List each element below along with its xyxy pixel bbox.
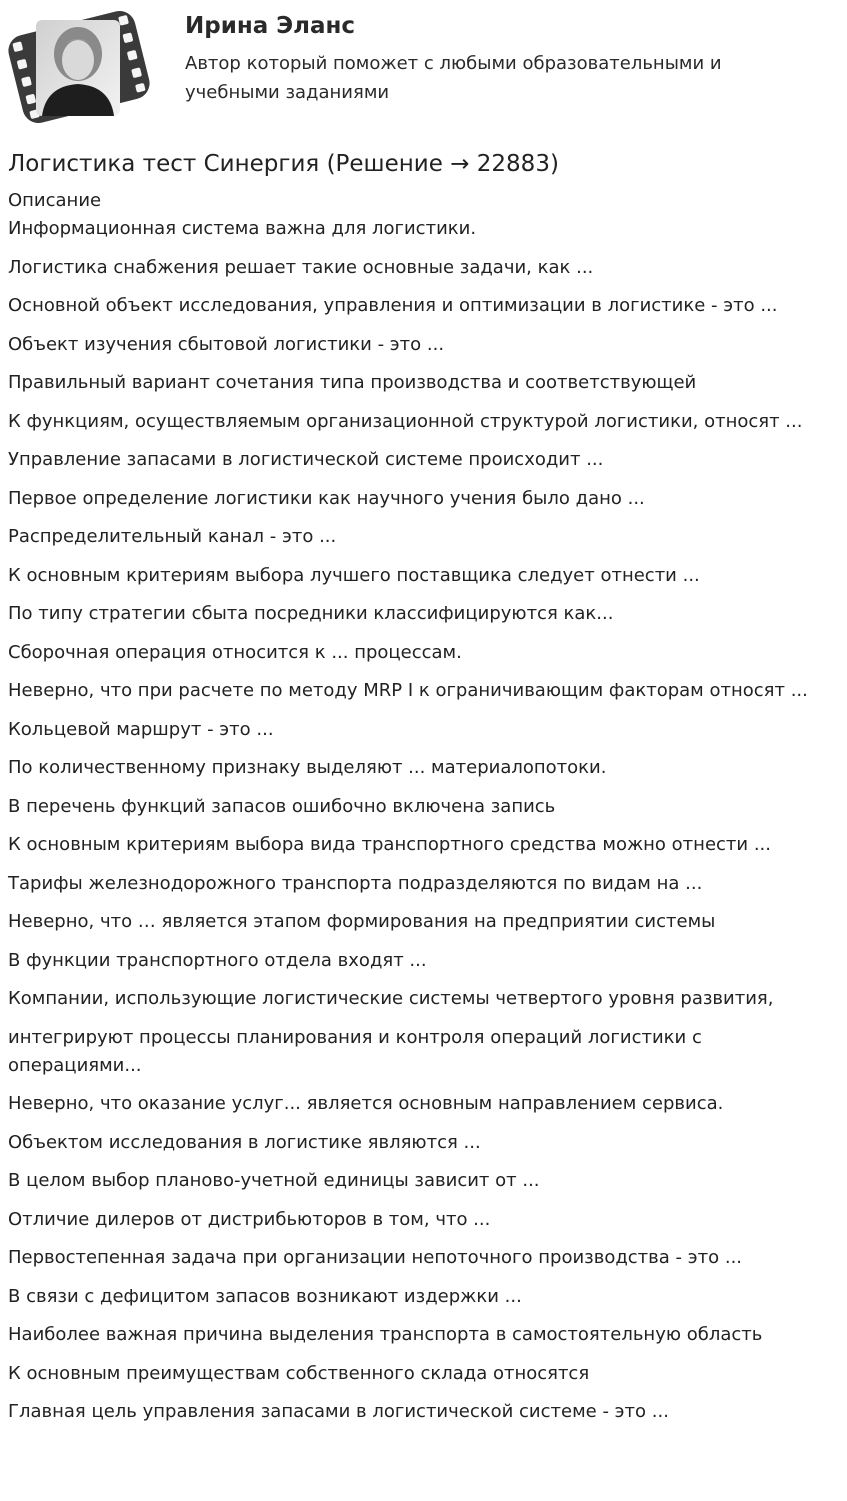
question-item: В целом выбор планово-учетной единицы зависит от ... (8, 1170, 540, 1191)
question-item: В перечень функций запасов ошибочно включена запись (8, 795, 556, 817)
question-item: К функциям, осуществляемым организационной структурой логистики, относят ... (8, 410, 803, 432)
question-list (8, 215, 838, 1437)
question-item: К основным преимуществам собственного склада относятся (8, 1362, 590, 1384)
question-item: В связи с дефицитом запасов возникают издержки ... (8, 1285, 522, 1307)
question-item: Неверно, что оказание услуг... является основным направлением сервиса. (8, 1093, 724, 1114)
question-item: Правильный вариант сочетания типа производства и соответствующей (8, 372, 697, 393)
question-item: Неверно, что … является этапом формирования на предприятии системы (8, 911, 716, 932)
question-item: Объект изучения сбытовой логистики - это ... (8, 333, 445, 355)
question-item: Первостепенная задача при организации непоточного производства - это ... (8, 1247, 743, 1268)
question-item: К основным критериям выбора лучшего поставщика следует отнести ... (8, 564, 700, 586)
question-item: Первое определение логистики как научного учения было дано ... (8, 487, 645, 509)
author-header (0, 0, 847, 140)
question-item: Информационная система важна для логистики. (8, 218, 477, 239)
question-item: Отличие дилеров от дистрибьюторов в том, что ... (8, 1208, 491, 1230)
author-description: Автор который поможет с любыми образовательными и учебными заданиями (185, 53, 722, 103)
question-item: Распределительный канал - это ... (8, 526, 337, 547)
question-item: По типу стратегии сбыта посредники классифицируются как... (8, 603, 614, 624)
document-title: Логистика тест Синергия (Решение → 22883) (8, 151, 559, 177)
question-item: Неверно, что при расчете по методу MRP I к ограничивающим факторам относят ... (8, 680, 808, 701)
question-item: По количественному признаку выделяют ... материалопотоки. (8, 757, 607, 778)
question-item: Логистика снабжения решает такие основные задачи, как ... (8, 256, 594, 278)
question-item: В функции транспортного отдела входят ... (8, 949, 427, 971)
question-item: Наиболее важная причина выделения транспорта в самостоятельную область (8, 1324, 763, 1345)
question-item: Компании, использующие логистические системы четвертого уровня развития, (8, 988, 774, 1009)
question-item: Основной объект исследования, управления и оптимизации в логистике - это ... (8, 295, 778, 316)
question-item: Главная цель управления запасами в логистической системе - это ... (8, 1401, 669, 1422)
question-item: Сборочная операция относится к ... процессам. (8, 641, 462, 663)
author-avatar[interactable] (8, 8, 150, 126)
description-label: Описание (8, 190, 102, 211)
question-item: Объектом исследования в логистике являются ... (8, 1131, 481, 1153)
question-item: К основным критериям выбора вида транспортного средства можно отнести ... (8, 834, 771, 855)
question-item: интегрируют процессы планирования и контроля операций логистики с операциями... (8, 1026, 702, 1076)
question-item: Управление запасами в логистической системе происходит ... (8, 449, 604, 470)
question-item: Кольцевой маршрут - это ... (8, 718, 274, 740)
author-name[interactable]: Ирина Эланс (185, 13, 356, 39)
question-item: Тарифы железнодорожного транспорта подразделяются по видам на ... (8, 872, 703, 894)
